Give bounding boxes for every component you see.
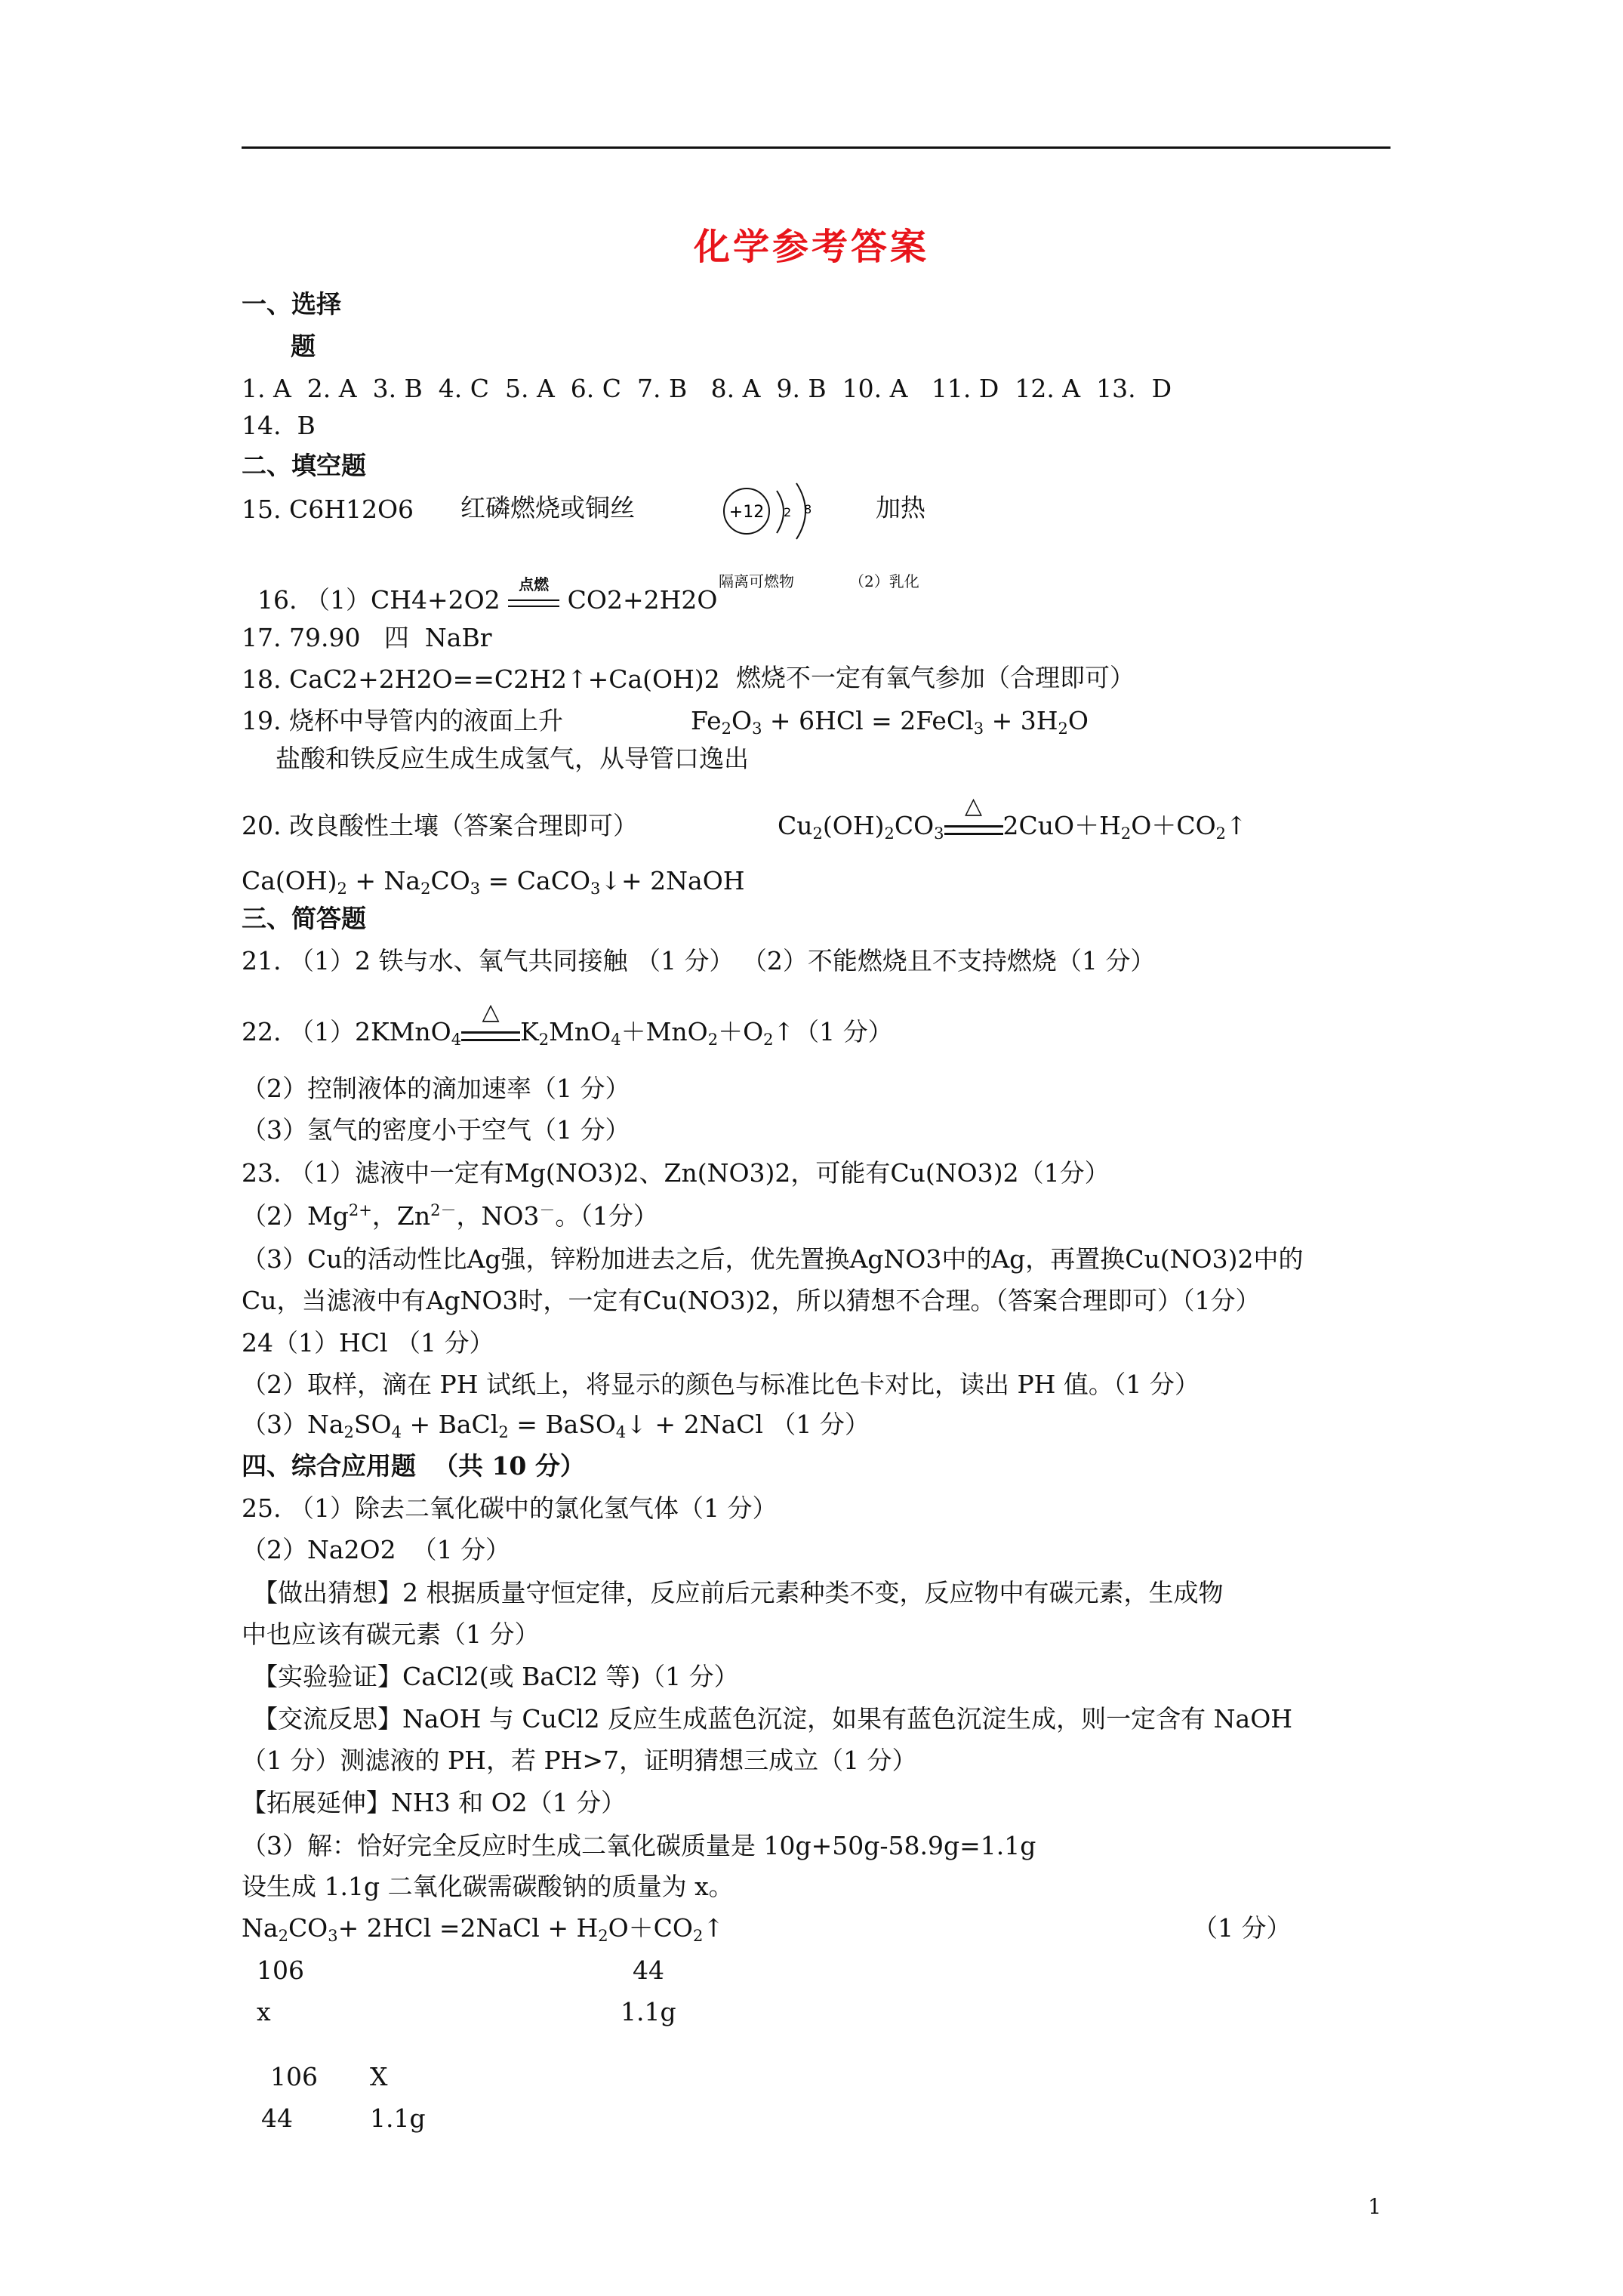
q18-equation: 18. CaC2+2H2O==C2H2↑+Ca(OH)2 xyxy=(242,664,720,694)
q25-extend: 【拓展延伸】NH3 和 O2（1 分） xyxy=(242,1788,627,1817)
section-short-head: 三、简答题 xyxy=(242,904,366,933)
atom-structure-diagram xyxy=(721,476,827,544)
q24-part1: 24（1）HCl （1 分） xyxy=(242,1328,494,1358)
q24-part2: （2）取样，滴在 PH 试纸上，将显示的颜色与标准比色卡对比，读出 PH 值。（1 分） xyxy=(242,1370,1200,1399)
section-choice-head2: 题 xyxy=(291,331,316,361)
q19-answer: 19. 烧杯中导管内的液面上升 xyxy=(242,706,563,735)
choice-answers-2: 14. B xyxy=(242,411,316,440)
q25-part2: （2）Na2O2 （1 分） xyxy=(242,1535,511,1564)
q23-part2: $(2)Mg^{2+}$，$Zn^{2-}$，NO3－。（1分） xyxy=(242,1201,658,1231)
q22-equals xyxy=(461,999,520,1046)
q25-assume: 设生成 1.1g 二氧化碳需碳酸钠的质量为 x。 xyxy=(242,1872,734,1901)
q25-reflect-2: （1 分）测滤液的 PH，若 PH>7，证明猜想三成立（1 分） xyxy=(242,1746,917,1775)
q24-part3: $(3)Na_2SO_4$ + BaCl$_2$ = BaSO$_4$↓ + 2NaCl （1 分） xyxy=(242,1410,870,1441)
q16-reactants: 16. （1）CH4+2O2 xyxy=(257,585,500,615)
atom-shell1-label: 2 xyxy=(784,505,792,519)
q25-solution: （3）解：恰好完全反应时生成二氧化碳质量是 10g+50g-58.9g=1.1g xyxy=(242,1831,1036,1860)
q25-hypothesis-1: 【做出猜想】2 根据质量守恒定律，反应前后元素种类不变，反应物中有碳元素，生成物 xyxy=(253,1578,1224,1607)
q22-equation: 22. （1）2KMnO$_4$ △ $K_2MnO_4+MnO_2+O_2↑(1$ 分） xyxy=(242,999,893,1049)
ratio-row1-b: 44 xyxy=(633,1955,664,1985)
q25-equation: $Na_2CO_3+ 2HCl$ =2NaCl + $H_2O+CO_2↑$ xyxy=(242,1913,725,1945)
q16-answer-b: （2）乳化 xyxy=(849,572,919,590)
choice-answers: 1. A 2. A 3. B 4. C 5. A 6. C 7. B 8. A 9. B 10. A 11. D 12. A 13. D xyxy=(242,374,1172,403)
q22-condition: △ xyxy=(482,999,500,1025)
ratio-row1-a: 106 xyxy=(257,1955,304,1985)
q16-equals xyxy=(508,575,559,613)
q16-products: CO2+2H2O xyxy=(567,585,718,615)
q16-left xyxy=(242,562,717,613)
q15-formula: 15. C6H12O6 xyxy=(242,495,414,524)
proportion-row1-a: 106 xyxy=(270,2062,318,2091)
proportion-row2-a: 44 xyxy=(261,2103,293,2133)
q23-part1: 23. （1）滤液中一定有Mg(NO3)2、Zn(NO3)2，可能有Cu(NO3)2（1分） xyxy=(242,1158,1110,1188)
q18-answer: 燃烧不一定有氧气参加（合理即可） xyxy=(736,663,1135,692)
q22-part2: （2）控制液体的滴加速率（1 分） xyxy=(242,1074,630,1103)
proportion-row2-b: 1.1g xyxy=(370,2103,426,2133)
q15-text: 红磷燃烧或铜丝 xyxy=(460,493,635,522)
q25-part1: 25. （1）除去二氧化碳中的氯化氢气体（1 分） xyxy=(242,1493,778,1523)
section-comprehensive-head: 四、综合应用题 （共 10 分） xyxy=(242,1451,585,1481)
q16-answer-a: 隔离可燃物 xyxy=(719,572,794,590)
q25-verify: 【实验验证】CaCl2(或 BaCl2 等)（1 分） xyxy=(253,1662,739,1691)
q25-equation-score: （1 分） xyxy=(1193,1913,1292,1943)
ratio-row2-b: 1.1g xyxy=(621,1997,676,2026)
q20-equation-2: $Ca(OH)_2 + Na_2CO_3$ = CaCO$_3$↓+ 2NaOH xyxy=(242,866,745,898)
q20-equation: $Cu_2(OH)_2CO_3$ △ $2CuO+H_2O+CO_2↑$ xyxy=(778,793,1247,843)
q16-condition: 点燃 xyxy=(519,575,550,593)
q25-hypothesis-2: 中也应该有碳元素（1 分） xyxy=(242,1620,540,1649)
q17: 17. 79.90 四 NaBr xyxy=(242,623,492,652)
q25-reflect-1: 【交流反思】NaOH 与 CuCl2 反应生成蓝色沉淀，如果有蓝色沉淀生成，则一定含有 NaOH xyxy=(253,1704,1293,1734)
header-rule xyxy=(242,146,1390,149)
q15-condition: 加热 xyxy=(876,493,925,522)
proportion-row1-b: X xyxy=(370,2062,388,2091)
page-number: 1 xyxy=(1368,2194,1381,2219)
q20-answer: 20. 改良酸性土壤（答案合理即可） xyxy=(242,811,638,840)
ratio-row2-a: x xyxy=(257,1997,271,2026)
q22-part3: （3）氢气的密度小于空气（1 分） xyxy=(242,1115,630,1145)
q19-equation: $Fe_2O_3 + 6HCl$ = 2FeCl$_3$ + $3H_2O$ xyxy=(691,706,1089,738)
q23-part3-line1: （3）Cu的活动性比Ag强，锌粉加进去之后，优先置换AgNO3中的Ag，再置换Cu(NO3)2中的 xyxy=(242,1244,1304,1274)
section-fill-head: 二、填空题 xyxy=(242,451,366,480)
q19-explain: 盐酸和铁反应生成生成氢气，从导管口逸出 xyxy=(276,744,749,773)
q20-condition: △ xyxy=(965,793,983,819)
page-title: 化学参考答案 xyxy=(693,226,929,268)
q23-part3-line2: Cu，当滤液中有AgNO3时，一定有Cu(NO3)2，所以猜想不合理。（答案合理即可）（1分） xyxy=(242,1286,1261,1315)
atom-nucleus-label: +12 xyxy=(728,503,765,522)
section-choice-head: 一、选择 xyxy=(242,289,341,319)
atom-shell2-label: 8 xyxy=(804,502,812,516)
q21: 21. （1）2 铁与水、氧气共同接触 （1 分） （2）不能燃烧且不支持燃烧（1 分） xyxy=(242,946,1156,975)
q20-equals xyxy=(944,793,1003,840)
